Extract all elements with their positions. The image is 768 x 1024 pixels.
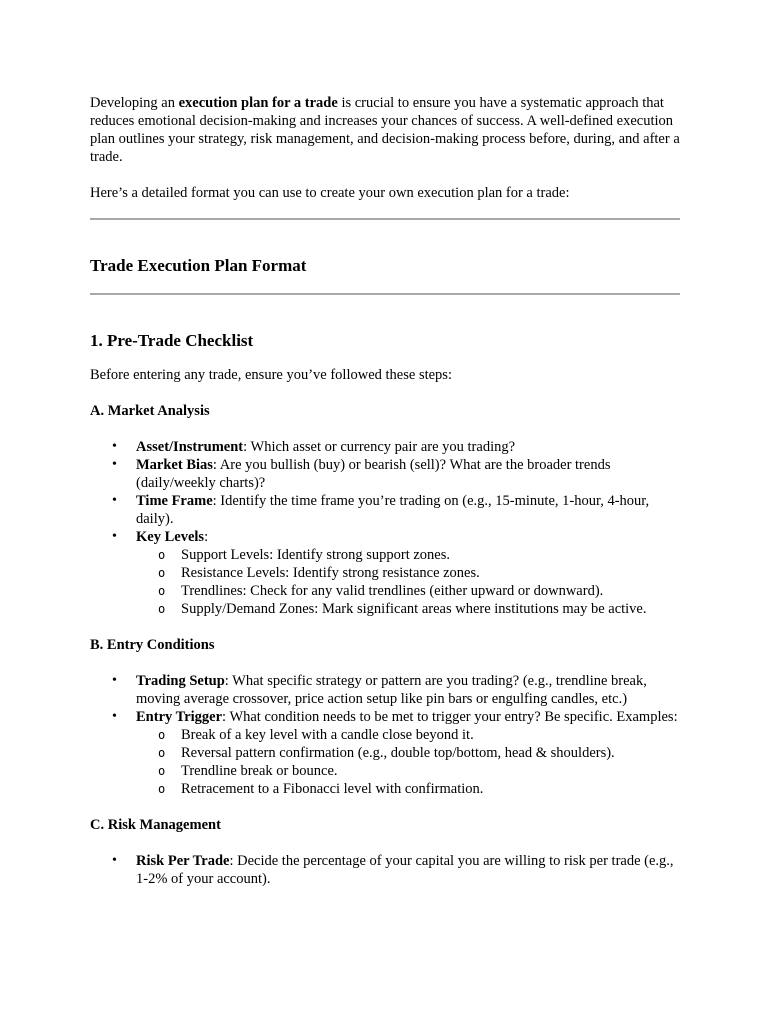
entry-examples-sublist [136, 726, 680, 798]
document-body [90, 94, 680, 888]
item-text: : Decide the percentage of your capital you are willing to risk per trade (e.g., 1-2% of your account). [136, 853, 674, 887]
key-levels-sublist [136, 546, 680, 618]
list-item [90, 456, 680, 492]
horizontal-rule [90, 218, 680, 220]
intro-text-end: is crucial to ensure you have a systematic approach that reduces emotional decision-making and increases your chances of success. A well-defined execution plan outlines your strategy, risk management, and decision-making process before, during, and after a trade. [90, 95, 680, 165]
section-1-intro: Before entering any trade, ensure you’ve followed these steps: [90, 367, 452, 383]
list-item [90, 672, 680, 708]
intro-text-start: Developing an [90, 95, 179, 111]
item-text: : Are you bullish (buy) or bearish (sell)? What are the broader trends (daily/weekly charts)? [136, 457, 611, 491]
section-1-title: 1. Pre-Trade Checklist [90, 331, 254, 350]
list-item [90, 492, 680, 528]
sublist-item: o Supply/Demand Zones: Mark significant areas where institutions may be active. [136, 600, 680, 618]
item-text: : Identify the time frame you’re trading on (e.g., 15-minute, 1-hour, 4-hour, daily). [136, 493, 650, 527]
entry-conditions-list [90, 672, 680, 798]
item-text: : What condition needs to be met to trigger your entry? Be specific. Examples: [222, 709, 678, 725]
list-item [90, 708, 680, 798]
list-item [90, 438, 680, 456]
item-label: Market Bias [136, 457, 213, 473]
item-text: : What specific strategy or pattern are you trading? (e.g., trendline break, moving average crossover, price action setup like pin bars or engulfing candles, etc.) [136, 673, 647, 707]
sublist-item: o Support Levels: Identify strong support zones. [136, 546, 680, 564]
entry-conditions-heading: B. Entry Conditions [90, 637, 215, 653]
list-item [90, 528, 680, 618]
item-label: Time Frame [136, 493, 213, 509]
item-label: Trading Setup [136, 673, 225, 689]
risk-management-list [90, 852, 680, 888]
sublist-item: o Trendline break or bounce. [136, 762, 680, 780]
risk-management-heading: C. Risk Management [90, 817, 221, 833]
market-analysis-list [90, 438, 680, 618]
intro-bold-phrase: execution plan for a trade [178, 95, 338, 111]
item-label: Risk Per Trade [136, 853, 230, 869]
format-intro-paragraph: Here’s a detailed format you can use to create your own execution plan for a trade: [90, 185, 570, 201]
item-label: Key Levels [136, 529, 205, 545]
sublist-item: o Reversal pattern confirmation (e.g., double top/bottom, head & shoulders). [136, 744, 680, 762]
market-analysis-heading: A. Market Analysis [90, 403, 210, 419]
intro-paragraph [90, 94, 680, 166]
item-label: Asset/Instrument [136, 439, 244, 455]
horizontal-rule [90, 293, 680, 295]
format-title: Trade Execution Plan Format [90, 256, 307, 275]
sublist-item: o Retracement to a Fibonacci level with confirmation. [136, 780, 680, 798]
item-label: Entry Trigger [136, 709, 223, 725]
sublist-item: o Resistance Levels: Identify strong resistance zones. [136, 564, 680, 582]
item-text: : Which asset or currency pair are you trading? [243, 439, 516, 455]
item-text: : [204, 529, 209, 545]
sublist-item: o Break of a key level with a candle close beyond it. [136, 726, 680, 744]
list-item [90, 852, 680, 888]
sublist-item: o Trendlines: Check for any valid trendlines (either upward or downward). [136, 582, 680, 600]
